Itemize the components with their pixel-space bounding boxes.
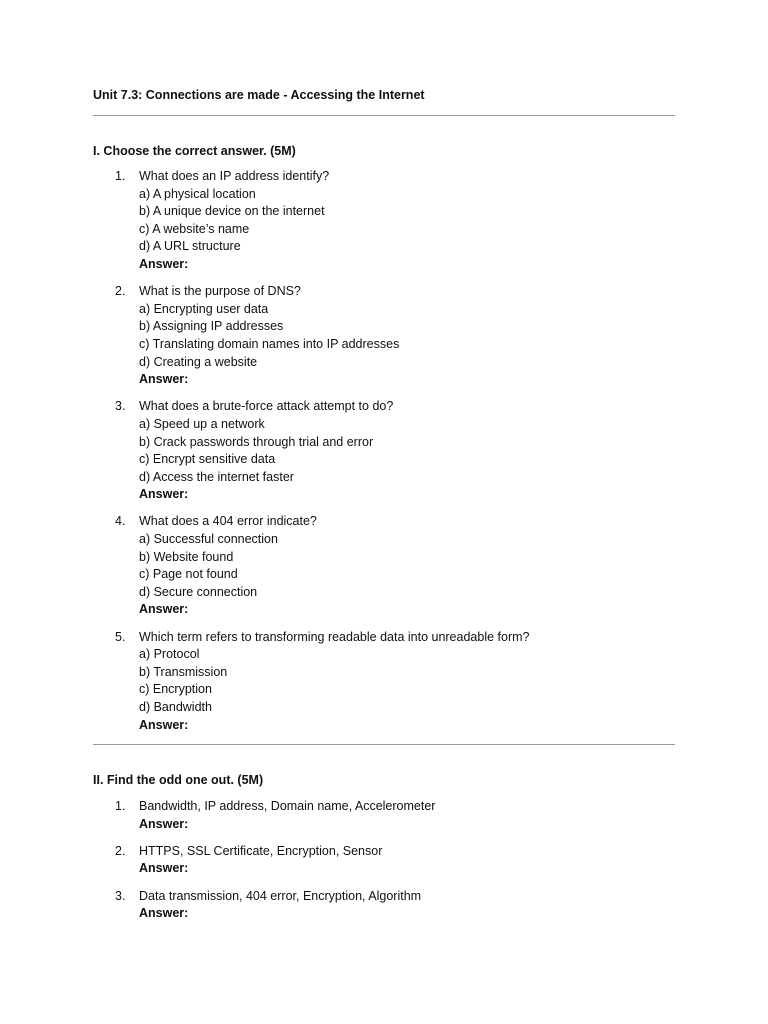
answer-label: Answer: [139,487,189,502]
odd-one-out-question [93,798,675,833]
mcq-question [93,398,675,504]
question-number: 3. [115,888,126,903]
question-text: HTTPS, SSL Certificate, Encryption, Sensor [139,843,383,858]
question-text: What does a brute-force attack attempt to do? [139,399,394,414]
question-text: Which term refers to transforming readable data into unreadable form? [139,629,530,644]
question-number: 4. [115,514,126,529]
option-a: a) Speed up a network [139,416,265,431]
option-d: d) Secure connection [139,584,258,599]
option-c: c) Translating domain names into IP addresses [139,336,400,351]
divider [93,115,675,116]
option-a: a) Encrypting user data [139,301,269,316]
answer-label: Answer: [139,372,189,387]
mcq-question [93,168,675,274]
mcq-question [93,283,675,389]
question-number: 2. [115,843,126,858]
option-d: d) A URL structure [139,239,241,254]
question-text: What is the purpose of DNS? [139,284,301,299]
option-c: c) Page not found [139,567,238,582]
odd-one-out-question [93,843,675,878]
document-page [93,86,675,923]
question-text: What does an IP address identify? [139,169,330,183]
odd-one-out-list [93,798,675,923]
option-b: b) A unique device on the internet [139,204,325,219]
option-d: d) Access the internet faster [139,469,294,484]
option-c: c) Encrypt sensitive data [139,452,276,467]
option-d: d) Creating a website [139,354,258,369]
mcq-list [93,168,675,734]
answer-label: Answer: [139,906,189,921]
odd-one-out-question [93,888,675,923]
answer-label: Answer: [139,256,189,271]
question-number: 1. [115,799,126,814]
section-heading-mcq: I. Choose the correct answer. (5M) [93,144,296,158]
answer-label: Answer: [139,717,189,732]
option-b: b) Transmission [139,664,228,679]
answer-label: Answer: [139,602,189,617]
question-number: 2. [115,284,126,299]
question-number: 3. [115,399,126,414]
option-d: d) Bandwidth [139,700,212,714]
option-a: a) A physical location [139,186,256,201]
option-c: c) Encryption [139,682,212,697]
section-heading-odd-one-out: II. Find the odd one out. (5M) [93,773,264,788]
option-a: a) Successful connection [139,532,278,547]
option-c: c) A website’s name [139,221,250,236]
answer-label: Answer: [139,816,189,831]
question-text: Bandwidth, IP address, Domain name, Accelerometer [139,799,436,814]
option-b: b) Assigning IP addresses [139,319,284,334]
question-text: What does a 404 error indicate? [139,514,317,529]
mcq-question [93,513,675,619]
option-a: a) Protocol [139,647,200,662]
unit-title: Unit 7.3: Connections are made - Accessing the Internet [93,88,425,102]
divider [93,744,675,745]
mcq-question [93,629,675,735]
question-text: Data transmission, 404 error, Encryption, Algorithm [139,888,422,903]
option-b: b) Website found [139,549,234,564]
answer-label: Answer: [139,861,189,876]
question-number: 1. [115,169,126,183]
question-number: 5. [115,629,126,644]
option-b: b) Crack passwords through trial and error [139,434,374,449]
